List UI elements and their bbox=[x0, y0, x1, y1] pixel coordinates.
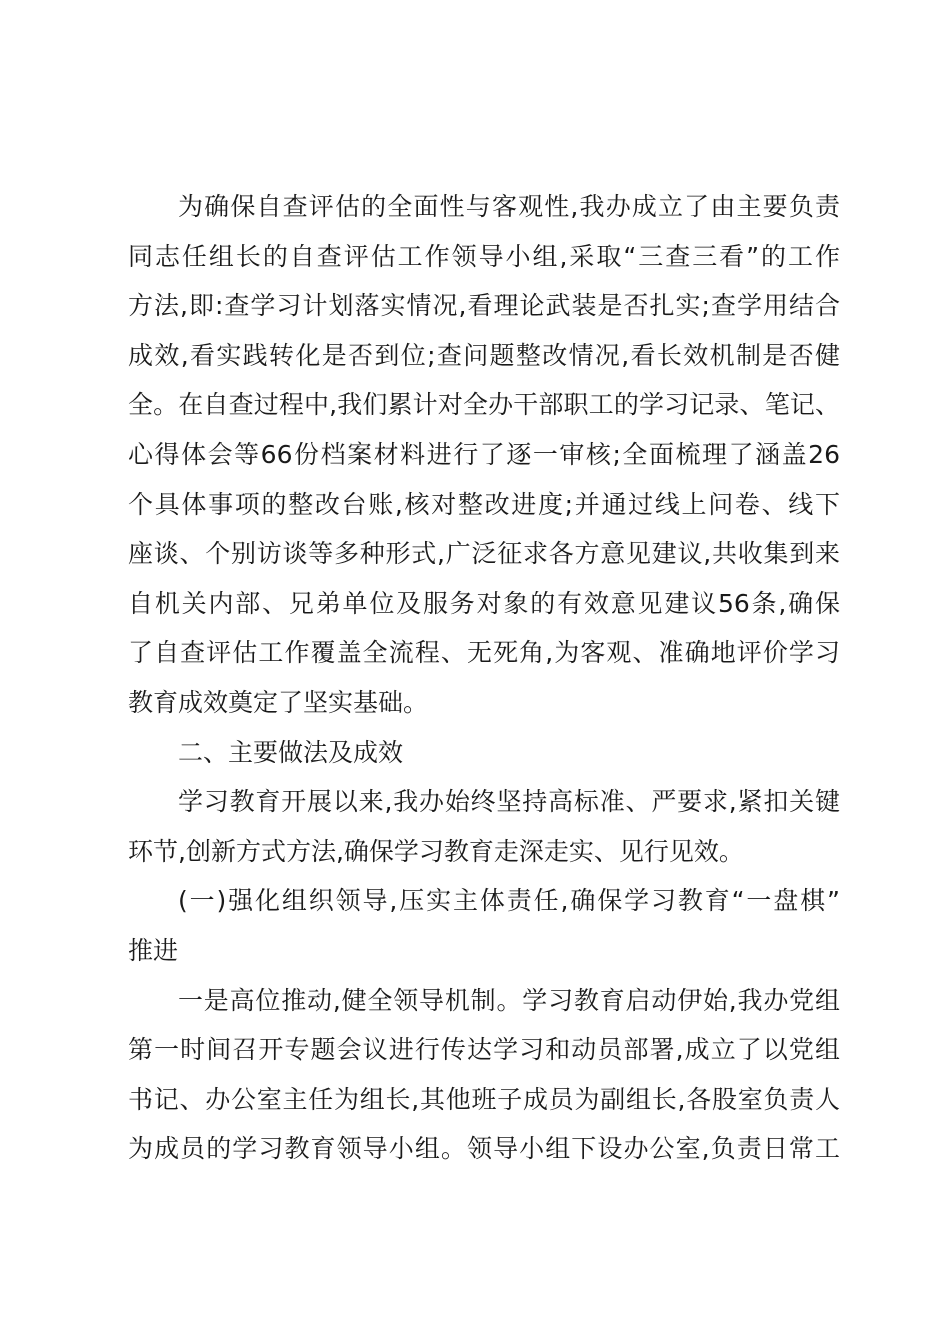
text-line: 同志任组长的自查评估工作领导小组,采取“三查三看”的工作 bbox=[128, 241, 840, 271]
text-line: 为成员的学习教育领导小组。领导小组下设办公室,负责日常工 bbox=[128, 1134, 840, 1164]
text-line: 书记、办公室主任为组长,其他班子成员为副组长,各股室负责人 bbox=[128, 1084, 840, 1114]
text-line: 心得体会等66份档案材料进行了逐一审核;全面梳理了涵盖26 bbox=[128, 439, 840, 469]
subheading-one bbox=[128, 876, 840, 975]
text-line: 一是高位推动,健全领导机制。学习教育启动伊始,我办党组 bbox=[178, 985, 840, 1015]
paragraph-leadership bbox=[128, 976, 840, 1174]
section-heading-two bbox=[128, 728, 840, 778]
text-line: 成效,看实践转化是否到位;查问题整改情况,看长效机制是否健 bbox=[128, 340, 840, 370]
section-heading: 二、主要做法及成效 bbox=[178, 737, 404, 767]
text-line: 座谈、个别访谈等多种形式,广泛征求各方意见建议,共收集到来 bbox=[128, 539, 840, 569]
subheading-line: (一)强化组织领导,压实主体责任,确保学习教育“一盘棋” bbox=[178, 886, 840, 916]
text-line: 为确保自查评估的全面性与客观性,我办成立了由主要负责 bbox=[178, 192, 840, 221]
text-line: 个具体事项的整改台账,核对整改进度;并通过线上问卷、线下 bbox=[128, 489, 840, 519]
text-line: 方法,即:查学习计划落实情况,看理论武装是否扎实;查学用结合 bbox=[128, 291, 840, 321]
text-line: 环节,创新方式方法,确保学习教育走深走实、见行见效。 bbox=[128, 836, 744, 866]
paragraph-self-inspection bbox=[128, 182, 840, 728]
text-line: 自机关内部、兄弟单位及服务对象的有效意见建议56条,确保 bbox=[128, 588, 840, 618]
text-line: 了自查评估工作覆盖全流程、无死角,为客观、准确地评价学习 bbox=[128, 638, 840, 668]
subheading-line: 推进 bbox=[128, 935, 179, 965]
text-line: 学习教育开展以来,我办始终坚持高标准、严要求,紧扣关键 bbox=[178, 787, 840, 817]
paragraph-intro bbox=[128, 777, 840, 876]
text-line: 全。在自查过程中,我们累计对全办干部职工的学习记录、笔记、 bbox=[128, 390, 840, 420]
text-line: 第一时间召开专题会议进行传达学习和动员部署,成立了以党组 bbox=[128, 1035, 840, 1065]
text-line: 教育成效奠定了坚实基础。 bbox=[128, 687, 429, 717]
document-body bbox=[128, 182, 840, 1174]
